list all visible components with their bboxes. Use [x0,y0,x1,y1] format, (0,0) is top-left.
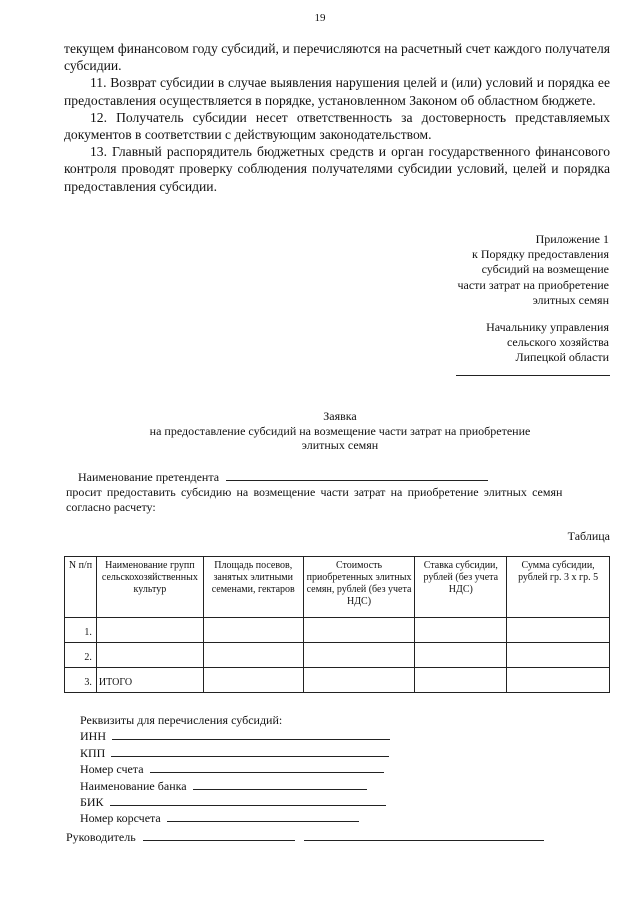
sum-cell[interactable] [507,643,610,668]
applicant-name-field[interactable] [226,469,488,481]
requisites-title: Реквизиты для перечисления субсидий: [80,713,283,727]
row-number: 2. [65,643,97,668]
addressee-block [486,320,609,366]
account-field[interactable] [150,761,384,773]
application-title: Заявка [323,409,357,423]
table-row [65,618,610,643]
account-line [80,761,390,777]
table-row [65,643,610,668]
row-number: 1. [65,618,97,643]
appendix-line: Приложение 1 [535,232,609,246]
rate-cell[interactable] [415,668,507,693]
column-header: Стоимость приобретенных элитных семян, рублей (без учета НДС) [303,557,415,618]
rate-cell[interactable] [415,618,507,643]
cost-cell[interactable] [303,643,415,668]
column-header: Площадь посевов, занятых элитными семенами, гектаров [203,557,303,618]
sum-cell[interactable] [507,668,610,693]
area-cell[interactable] [203,643,303,668]
column-header: Наименование групп сельскохозяйственных культур [96,557,203,618]
calculation-table [64,556,610,693]
request-line: согласно расчету: [66,500,156,515]
application-subtitle: элитных семян [301,438,379,452]
application-title-block [0,409,640,453]
body-text [64,40,610,195]
paragraph-11: 11. Возврат субсидии в случае выявления нарушения целей и (или) условий и порядка ее предоставления осуществляется в порядке, установленном Законом об областном бюджете. [64,75,610,108]
paragraph-13: 13. Главный распорядитель бюджетных средств и орган государственного финансового контроля проводят проверку соблюдения получателями субсидии условий, целей и порядка предоставления субсидии. [64,144,610,194]
cost-cell[interactable] [303,668,415,693]
manager-line [66,829,544,845]
bik-label: БИК [80,795,104,810]
kpp-label: КПП [80,745,106,760]
appendix-line: элитных семян [532,292,609,307]
table-row-total [65,668,610,693]
paragraph-12: 12. Получатель субсидии несет ответственность за достоверность представляемых документов в соответствии с действующим законодательством. [64,109,610,143]
kpp-line [80,745,390,761]
applicant-label: Наименование претендента [78,470,220,484]
cost-cell[interactable] [303,618,415,643]
bik-line [80,794,390,810]
column-header: Ставка субсидии, рублей (без учета НДС) [415,557,507,618]
paragraph-continuation: текущем финансовом году субсидий, и перечисляются на расчетный счет каждого получателя субсидии. [64,41,610,74]
appendix-line: субсидий на возмещение [481,262,609,277]
rate-cell[interactable] [415,643,507,668]
table-label: Таблица [567,529,610,543]
appendix-line: части затрат на приобретение [457,277,609,292]
table-header-row [65,557,610,618]
kpp-field[interactable] [111,745,389,757]
sum-cell[interactable] [507,618,610,643]
request-line: просит предоставить субсидию на возмещение части затрат на приобретение элитных семян [66,485,563,499]
bank-label: Наименование банка [80,778,187,793]
corr-label: Номер корсчета [80,811,161,826]
request-text [66,485,610,516]
inn-label: ИНН [80,729,106,744]
manager-label: Руководитель [66,830,136,844]
appendix-line: к Порядку предоставления [471,247,609,262]
inn-field[interactable] [112,728,390,740]
applicant-line [78,469,488,485]
corr-field[interactable] [167,810,359,822]
area-cell[interactable] [203,618,303,643]
bank-field[interactable] [193,778,367,790]
requisites-block [80,713,390,827]
column-header: Сумма субсидии, рублей гр. 3 x гр. 5 [507,557,610,618]
row-number: 3. [65,668,97,693]
addressee-line: Начальнику управления [486,320,609,334]
addressee-signature-line [456,375,610,376]
total-label: ИТОГО [96,668,203,693]
inn-line [80,728,390,744]
manager-signature-field[interactable] [143,829,295,841]
column-header: N п/п [65,557,97,618]
crop-group-cell[interactable] [96,643,203,668]
crop-group-cell[interactable] [96,618,203,643]
bik-field[interactable] [110,794,386,806]
area-cell[interactable] [203,668,303,693]
addressee-line: Липецкой области [515,350,609,365]
page-number: 19 [314,12,326,24]
corr-line [80,810,390,826]
application-subtitle: на предоставление субсидий на возмещение части затрат на приобретение [149,423,531,438]
account-label: Номер счета [80,762,144,777]
addressee-line: сельского хозяйства [506,335,609,350]
manager-name-field[interactable] [304,829,544,841]
bank-line [80,778,390,794]
appendix-header [457,232,609,308]
